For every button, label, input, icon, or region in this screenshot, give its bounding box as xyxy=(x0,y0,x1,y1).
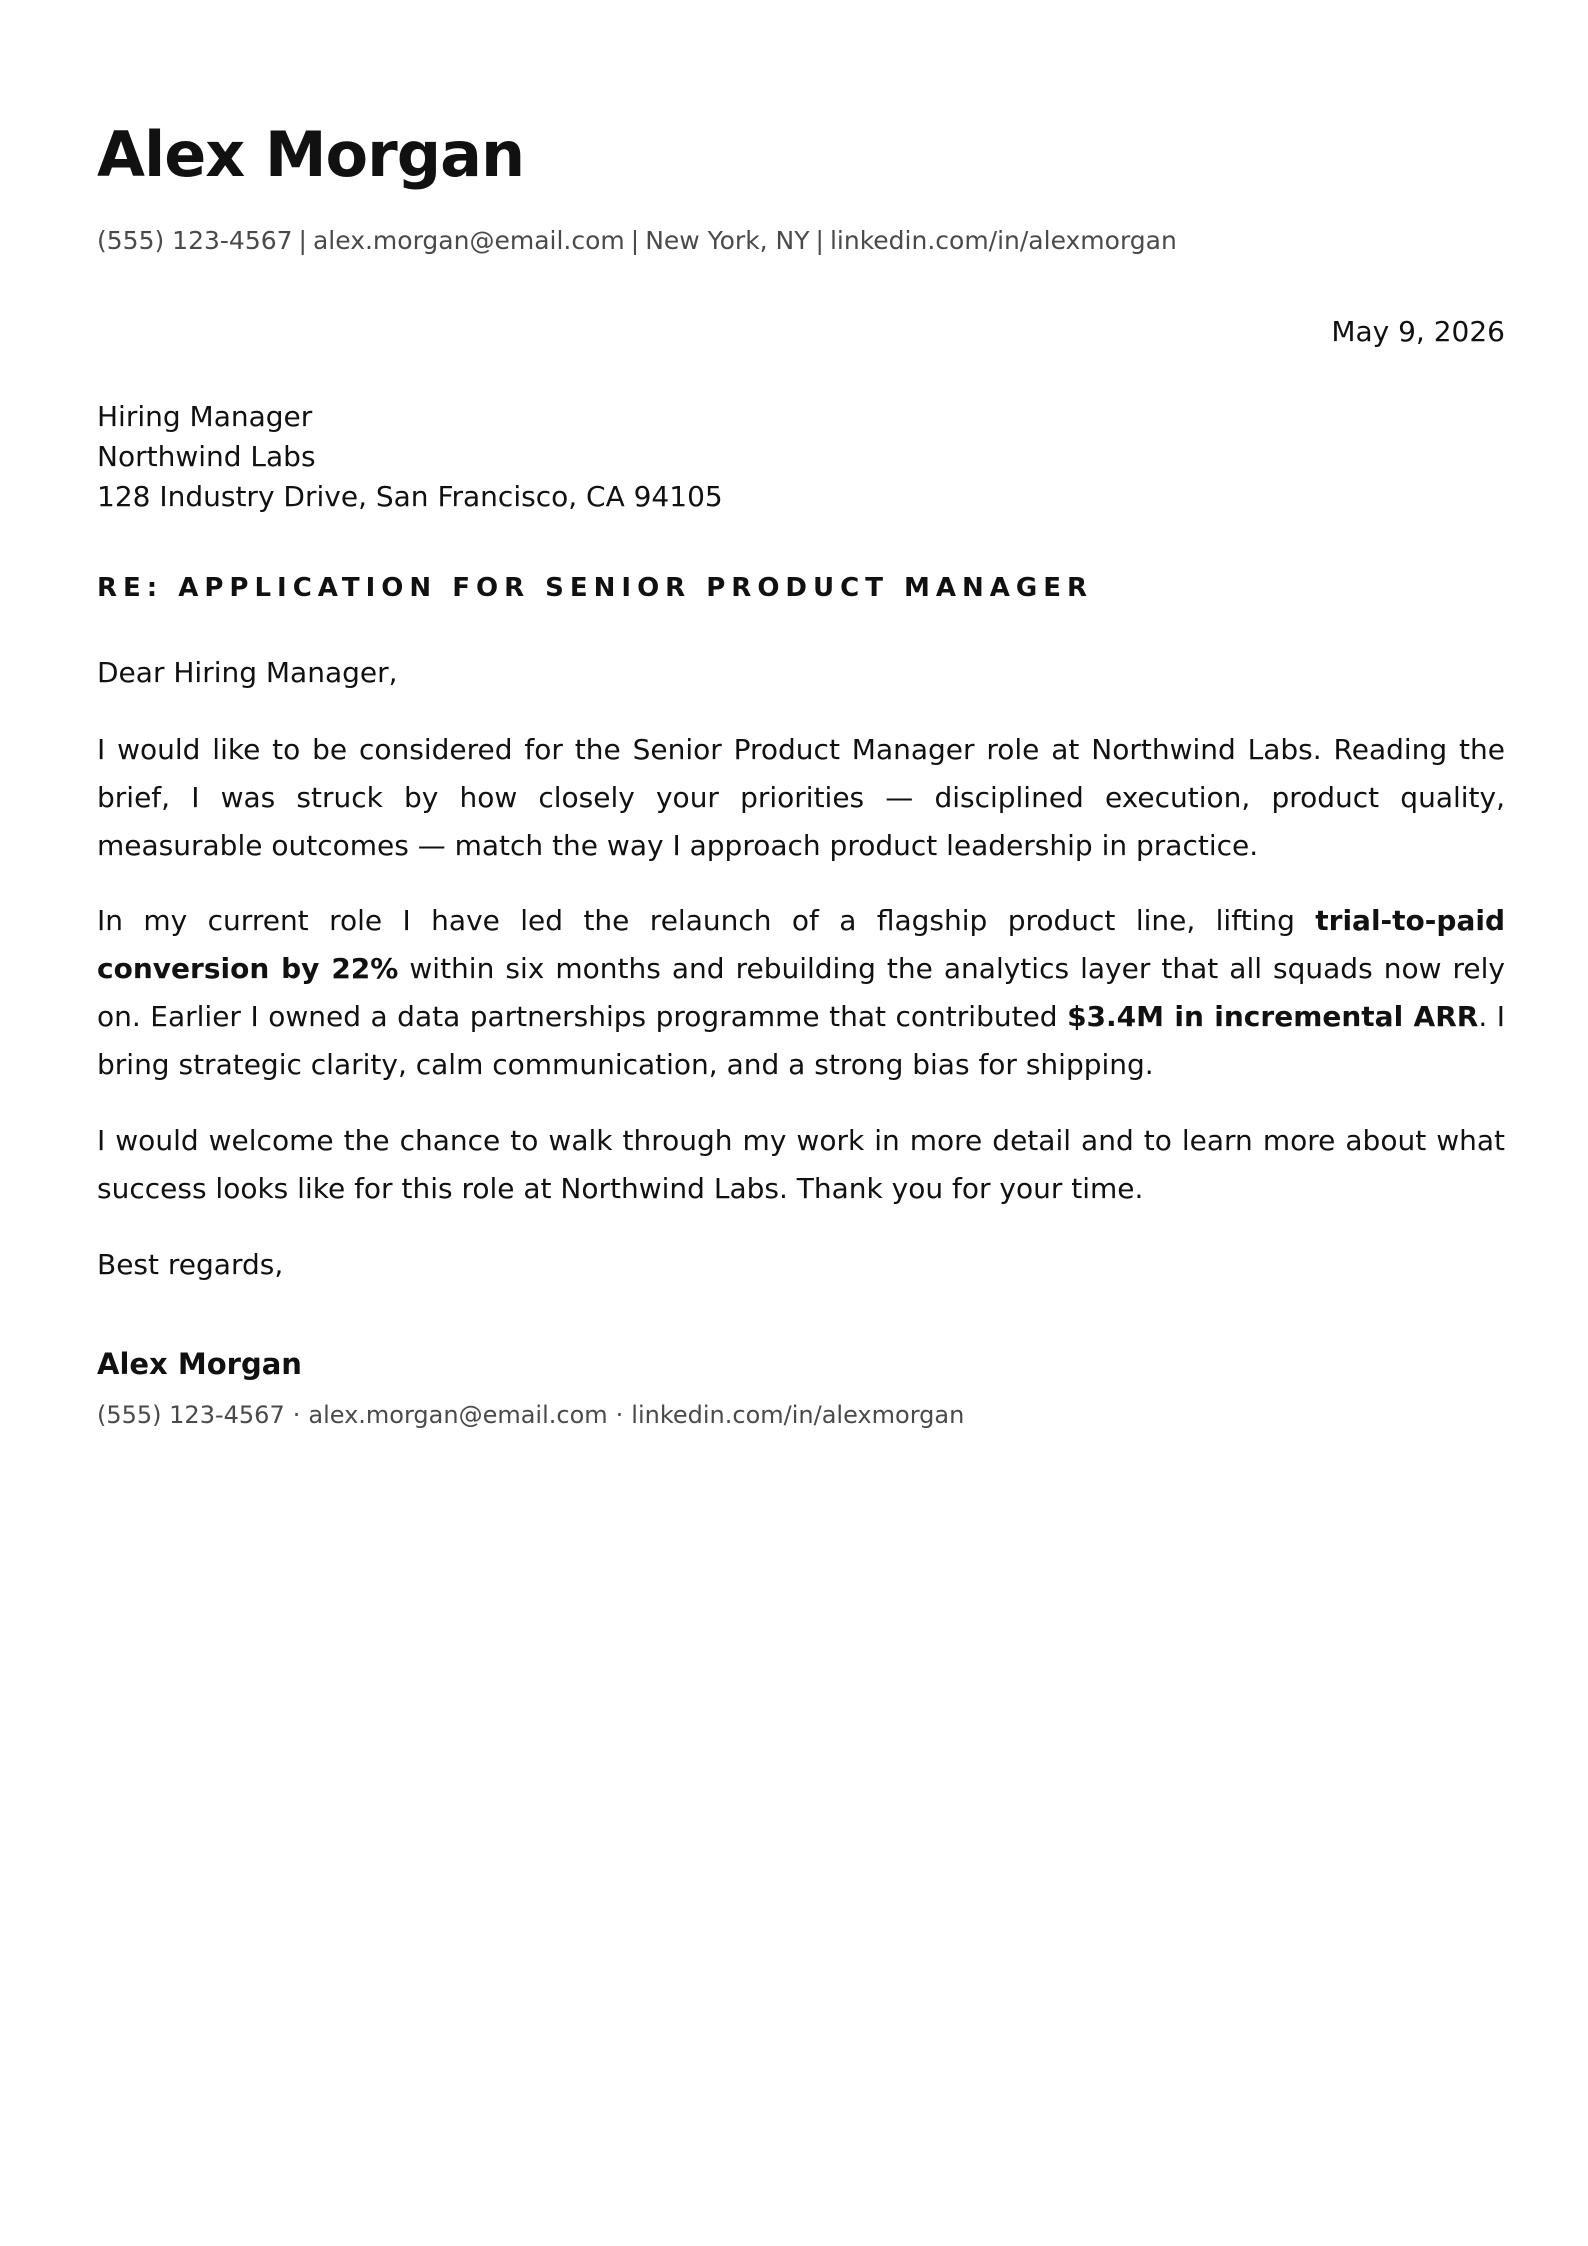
letter-subject: RE: APPLICATION FOR SENIOR PRODUCT MANAGER xyxy=(97,573,1093,603)
recipient-block xyxy=(97,397,723,517)
paragraph-text-part: within six months and rebuilding the analytics layer that all squads now rely on. Earlier I owned a data partnerships programme that contributed xyxy=(97,952,1506,1033)
signature-name: Alex Morgan xyxy=(97,1347,302,1381)
paragraph-text: I would welcome the chance to walk through my work in more detail and to learn more about what success looks like for this role at Northwind Labs. Thank you for your time. xyxy=(97,1124,1505,1205)
header-linkedin: linkedin.com/in/alexmorgan xyxy=(829,226,1177,255)
signature-phone: (555) 123-4567 xyxy=(97,1401,285,1429)
recipient-address: 128 Industry Drive, San Francisco, CA 94105 xyxy=(97,480,723,513)
contact-separator: | xyxy=(630,226,640,255)
contact-separator: | xyxy=(298,226,307,255)
paragraph-text-part: In my current role I have led the relaunch of a flagship product line, lifting xyxy=(97,904,1316,937)
body-paragraph-3 xyxy=(97,1117,1505,1213)
signature-separator: · xyxy=(292,1401,301,1429)
signature-linkedin: linkedin.com/in/alexmorgan xyxy=(631,1401,965,1429)
body-paragraph-1 xyxy=(97,726,1505,870)
recipient-company: Northwind Labs xyxy=(97,440,316,473)
signature-separator: · xyxy=(615,1401,624,1429)
highlight-metric-arr: $3.4M in incremental ARR xyxy=(1067,1000,1479,1033)
salutation: Dear Hiring Manager, xyxy=(97,656,398,689)
paragraph-text xyxy=(97,897,1505,1089)
highlight-metric-conversion: trial-to-paid conversion by 22% xyxy=(97,904,1505,985)
letter-closing: Best regards, xyxy=(97,1248,284,1281)
body-paragraph-2 xyxy=(97,897,1505,1089)
signature-email: alex.morgan@email.com xyxy=(308,1401,608,1429)
header-location: New York, NY xyxy=(645,226,810,255)
header-email: alex.morgan@email.com xyxy=(312,226,625,255)
contact-separator: | xyxy=(815,226,824,255)
paragraph-text: I would like to be considered for the Senior Product Manager role at Northwind Labs. Reading the brief, I was struck by how closely your priorities — disciplined execution, product quality, measurable outcomes — match the way I approach product leadership in practice. xyxy=(97,733,1505,862)
applicant-name: Alex Morgan xyxy=(97,118,525,191)
header-contact-line xyxy=(97,224,1177,258)
recipient-title: Hiring Manager xyxy=(97,400,313,433)
letter-date: May 9, 2026 xyxy=(1331,315,1505,348)
signature-contact-line xyxy=(97,1398,964,1432)
paragraph-text-part: . I bring strategic clarity, calm communication, and a strong bias for shipping. xyxy=(97,1000,1505,1081)
header-phone: (555) 123-4567 xyxy=(97,226,293,255)
